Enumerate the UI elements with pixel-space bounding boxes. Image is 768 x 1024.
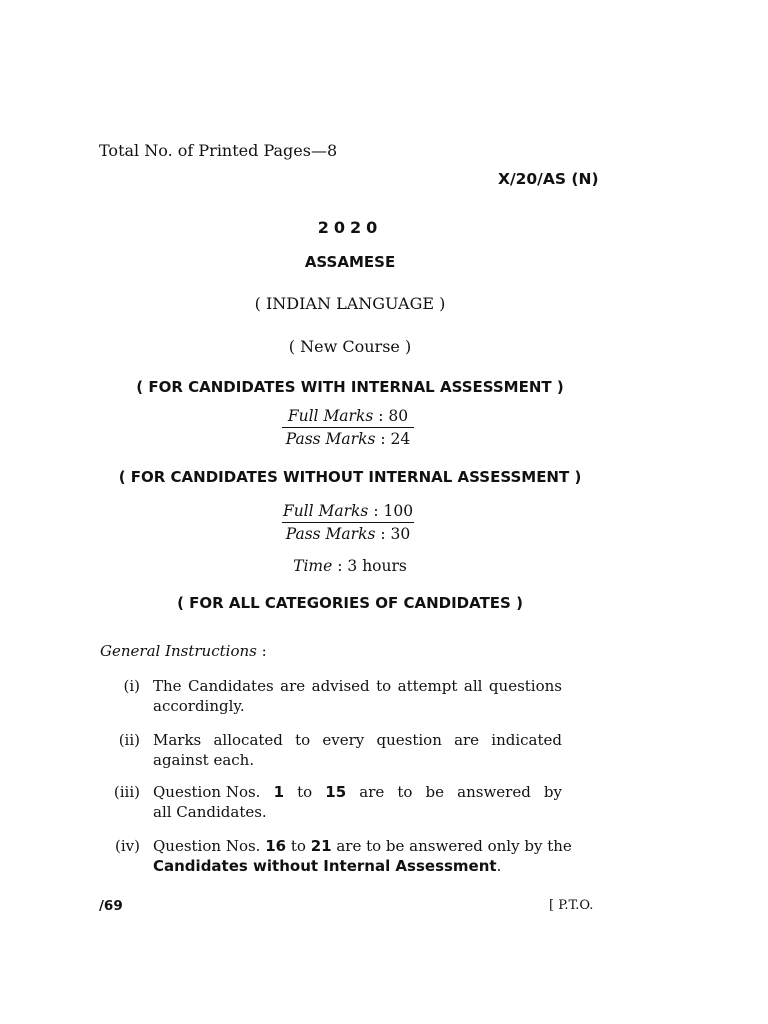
full-marks-label: Full Marks bbox=[282, 502, 369, 520]
general-instructions-label bbox=[100, 642, 267, 660]
marks-block-without-internal bbox=[282, 500, 414, 545]
instruction-word: are bbox=[359, 783, 385, 801]
full-marks-value: : 100 bbox=[373, 502, 414, 520]
pass-marks-row bbox=[282, 523, 414, 545]
instruction-word: be bbox=[425, 783, 445, 801]
subject-title: ASSAMESE bbox=[304, 253, 396, 271]
general-instructions-text: General Instructions bbox=[100, 642, 257, 660]
instruction-number: (i) bbox=[123, 677, 140, 695]
instruction-word: . bbox=[496, 857, 502, 875]
question-number: 21 bbox=[310, 837, 332, 855]
instruction-number: (iv) bbox=[115, 837, 140, 855]
instruction-number: (iii) bbox=[113, 783, 140, 801]
marks-block-with-internal bbox=[282, 405, 414, 450]
instruction-number: (ii) bbox=[118, 731, 140, 749]
pass-marks-value: : 24 bbox=[380, 430, 411, 448]
paper-code: X/20/AS (N) bbox=[498, 170, 599, 188]
footer-pto: [ P.T.O. bbox=[549, 898, 594, 913]
exam-year: 2020 bbox=[317, 218, 383, 237]
subtitle-course: ( New Course ) bbox=[288, 337, 412, 356]
instruction-word: Question Nos. bbox=[153, 783, 261, 801]
full-marks-label: Full Marks bbox=[287, 407, 374, 425]
exam-duration bbox=[0, 557, 700, 575]
instruction-word: to bbox=[297, 783, 313, 801]
instruction-word: to bbox=[397, 783, 413, 801]
instruction-word: by bbox=[543, 783, 562, 801]
instruction-word: Question Nos. bbox=[153, 837, 266, 855]
question-number: 15 bbox=[325, 783, 347, 801]
heading-without-internal-assessment: ( FOR CANDIDATES WITHOUT INTERNAL ASSESSMENT ) bbox=[118, 468, 582, 486]
instruction-word: answered bbox=[457, 783, 531, 801]
pass-marks-row bbox=[282, 428, 414, 450]
instruction-line bbox=[153, 836, 572, 856]
full-marks-value: : 80 bbox=[378, 407, 409, 425]
pass-marks-value: : 30 bbox=[380, 525, 411, 543]
heading-with-internal-assessment: ( FOR CANDIDATES WITH INTERNAL ASSESSMENT ) bbox=[136, 378, 564, 396]
pass-marks-label: Pass Marks bbox=[285, 430, 376, 448]
emphasis-text: Candidates without Internal Assessment bbox=[153, 857, 497, 875]
instruction-text bbox=[153, 836, 572, 876]
instruction-word: to bbox=[286, 837, 311, 855]
subtitle-language: ( INDIAN LANGUAGE ) bbox=[254, 294, 446, 313]
instruction-line: all Candidates. bbox=[153, 803, 267, 821]
heading-all-categories: ( FOR ALL CATEGORIES OF CANDIDATES ) bbox=[177, 594, 523, 612]
instruction-line bbox=[153, 856, 562, 876]
instruction-text: Marks allocated to every question are indicated against each. bbox=[153, 731, 562, 769]
printed-pages-count: Total No. of Printed Pages—8 bbox=[99, 141, 338, 160]
footer-page-code: /69 bbox=[99, 898, 123, 914]
instruction-text bbox=[153, 782, 562, 822]
full-marks-row bbox=[282, 405, 414, 427]
full-marks-row bbox=[282, 500, 414, 522]
instruction-text: The Candidates are advised to attempt all questions accordingly. bbox=[153, 677, 562, 715]
time-value: : 3 hours bbox=[337, 557, 407, 575]
question-number: 16 bbox=[265, 837, 287, 855]
time-label: Time bbox=[293, 557, 333, 575]
pass-marks-label: Pass Marks bbox=[285, 525, 376, 543]
instruction-line bbox=[153, 782, 562, 802]
instruction-word: are to be answered only by the bbox=[331, 837, 572, 855]
question-number: 1 bbox=[273, 783, 284, 801]
general-instructions-colon: : bbox=[256, 642, 267, 660]
